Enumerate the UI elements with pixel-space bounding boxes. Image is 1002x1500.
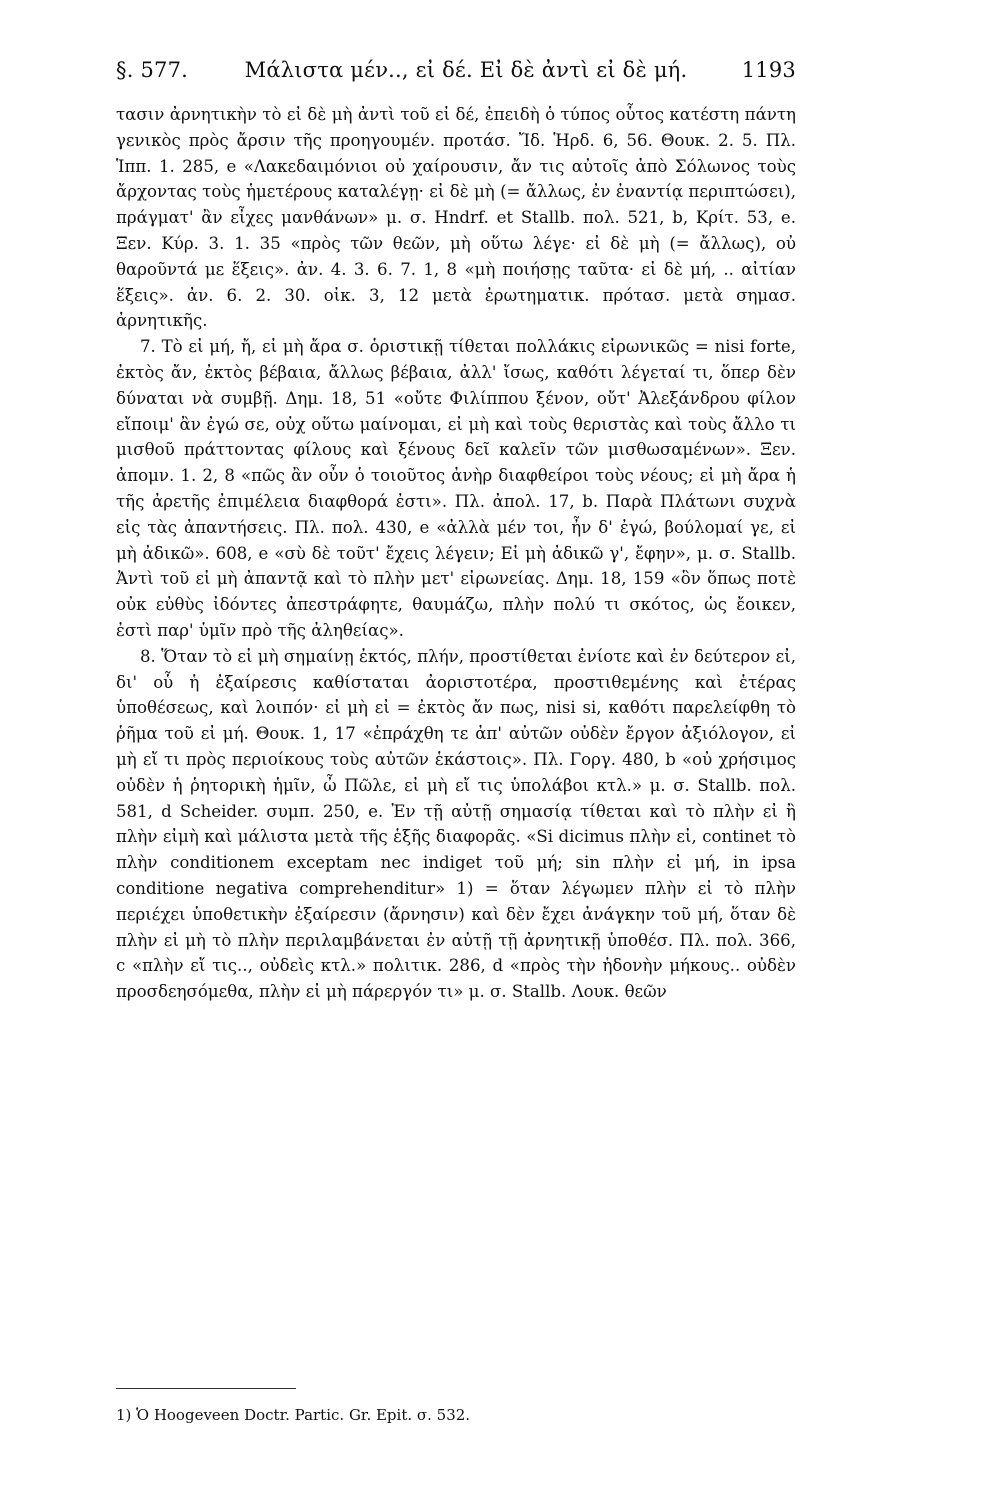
paragraph-continuation: τασιν ἀρνητικὴν τὸ εἰ δὲ μὴ ἀντὶ τοῦ εἰ δέ, ἐπειδὴ ὁ τύπος οὗτος κατέστη πάντη γενικὸς πρὸς ἄρσιν τῆς προηγουμέν. προτάσ. Ἴδ. Ἡρδ. 6, 56. Θουκ. 2. 5. Πλ. Ἱππ. 1. 285, e «Λακεδαιμόνιοι οὐ χαίρουσιν, ἄν τις αὐτοῖς ἀπὸ Σόλωνος τοὺς ἄρχοντας τοὺς ἡμετέρους καταλέγῃ· εἰ δὲ μὴ (= ἄλλως, ἐν ἐναντίᾳ περιπτώσει), πράγματ' ἂν εἶχες μανθάνων» μ. σ. Hndrf. et Stallb. πολ. 521, b, Κρίτ. 53, e. Ξεν. Κύρ. 3. 1. 35 «πρὸς τῶν θεῶν, μὴ οὕτω λέγε· εἰ δὲ μὴ (= ἄλλως), οὐ θαροῦντά με ἕξεις». ἀν. 4. 3. 6. 7. 1, 8 «μὴ ποιήσῃς ταῦτα· εἰ δὲ μή, .. αἰτίαν ἕξεις». ἀν. 6. 2. 30. οἰκ. 3, 12 μετὰ ἐρωτηματικ. πρότασ. μετὰ σημασ. ἀρνητικῆς. xyxy=(116,105,796,331)
body-text xyxy=(116,102,796,1005)
paragraph-8: 8. Ὅταν τὸ εἰ μὴ σημαίνῃ ἐκτός, πλήν, προστίθεται ἐνίοτε καὶ ἐν δεύτερον εἰ, δι' οὗ ἡ ἐξαίρεσις καθίσταται ἀοριστοτέρα, προστιθεμένης καὶ ἑτέρας ὑποθέσεως, καὶ λοιπόν· εἰ μὴ εἰ = ἐκτὸς ἄν πως, nisi si, καθότι παρελείφθη τὸ ῥῆμα τοῦ εἰ μή. Θουκ. 1, 17 «ἐπράχθη τε ἀπ' αὐτῶν οὐδὲν ἔργον ἀξιόλογον, εἰ μὴ εἴ τι πρὸς περιοίκους τοὺς αὐτῶν ἑκάστοις». Πλ. Γοργ. 480, b «οὐ χρήσιμος οὐδὲν ἡ ῥητορικὴ ἡμῖν, ὦ Πῶλε, εἰ μὴ εἴ τις ὑπολάβοι κτλ.» μ. σ. Stallb. πολ. 581, d Scheider. συμπ. 250, e. Ἐν τῇ αὐτῇ σημασίᾳ τίθεται καὶ τὸ πλὴν εἰ ἢ πλὴν εἰμὴ καὶ μάλιστα μετὰ τῆς ἑξῆς διαφορᾶς. «Si dicimus πλὴν εἰ, continet τὸ πλὴν conditionem exceptam nec indiget τοῦ μή; sin πλὴν εἰ μή, in ipsa conditione negativa comprehenditur» 1) = ὅταν λέγωμεν πλὴν εἰ τὸ πλὴν περιέχει ὑποθετικὴν ἐξαίρεσιν (ἄρνησιν) καὶ δὲν ἔχει ἀνάγκην τοῦ μή, ὅταν δὲ πλὴν εἰ μὴ τὸ πλὴν περιλαμβάνεται ἐν αὐτῇ τῇ ἀρνητικῇ ὑποθέσ. Πλ. πολ. 366, c «πλὴν εἴ τις.., οὐδεὶς κτλ.» πολιτικ. 286, d «πρὸς τὴν ἡδονὴν μήκους.. οὐδὲν προσδεησόμεθα, πλὴν εἰ μὴ πάρεργόν τι» μ. σ. Stallb. Λουκ. θεῶν xyxy=(116,646,796,1002)
section-number: §. 577. xyxy=(116,58,189,82)
page-number: 1193 xyxy=(741,58,796,82)
footnote-divider xyxy=(116,1388,296,1389)
paragraph-7: 7. Τὸ εἰ μή, ἤ, εἰ μὴ ἄρα σ. ὁριστικῇ τίθεται πολλάκις εἰρωνικῶς = nisi forte, ἐκτὸς ἄν, ἐκτὸς βέβαια, ἄλλως βέβαια, ἀλλ' ἴσως, καθότι λέγεταί τι, ὅπερ δὲν δύναται νὰ συμβῇ. Δημ. 18, 51 «οὔτε Φιλίππου ξένον, οὔτ' Ἀλεξάνδρου φίλον εἴποιμ' ἂν ἐγώ σε, οὐχ οὕτω μαίνομαι, εἰ μὴ καὶ τοὺς θεριστὰς καὶ τοὺς ἄλλο τι μισθοῦ πράττοντας φίλους καὶ ξένους δεῖ καλεῖν τῶν μισθωσαμένων». Ξεν. ἀπομν. 1. 2, 8 «πῶς ἂν οὖν ὁ τοιοῦτος ἀνὴρ διαφθείροι τοὺς νέους; εἰ μὴ ἄρα ἡ τῆς ἀρετῆς ἐπιμέλεια διαφθορά ἐστι». Πλ. ἀπολ. 17, b. Παρὰ Πλάτωνι συχνὰ εἰς τὰς ἀπαντήσεις. Πλ. πολ. 430, e «ἀλλὰ μέν τοι, ἦν δ' ἐγώ, βούλομαί γε, εἰ μὴ ἀδικῶ». 608, e «σὺ δὲ τοῦτ' ἔχεις λέγειν; Εἰ μὴ ἀδικῶ γ', ἔφην», μ. σ. Stallb. Ἀντὶ τοῦ εἰ μὴ ἀπαντᾷ καὶ τὸ πλὴν μετ' εἰρωνείας. Δημ. 18, 159 «ὃν ὅπως ποτὲ οὐκ εὐθὺς ἰδόντες ἀπεστράφητε, θαυμάζω, πλὴν πολύ τι σκότος, ὡς ἔοικεν, ἐστὶ παρ' ὑμῖν πρὸ τῆς ἀληθείας». xyxy=(116,337,796,640)
running-header xyxy=(116,58,796,94)
running-title: Μάλιστα μέν.., εἰ δέ. Εἰ δὲ ἀντὶ εἰ δὲ μή. xyxy=(244,58,688,82)
page xyxy=(116,58,796,1005)
footnote: 1) Ὁ Hoogeveen Doctr. Partic. Gr. Epit. σ. 532. xyxy=(116,1406,471,1424)
